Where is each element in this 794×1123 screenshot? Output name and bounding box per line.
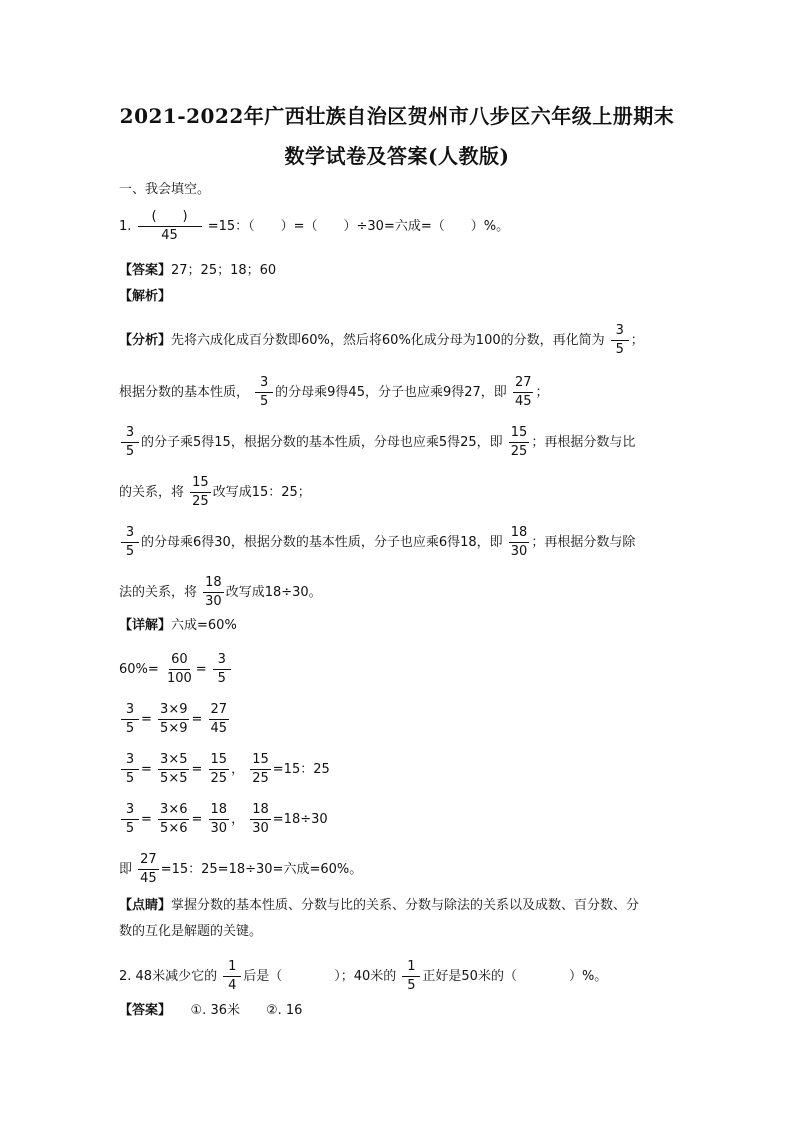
fraction (213, 651, 231, 688)
denominator: 5×9 (160, 721, 188, 736)
detail-equation-1 (119, 651, 233, 688)
point-line-2: 数的互化是解题的关键。 (119, 924, 263, 939)
numerator: 18 (509, 524, 530, 543)
text: 改写成18÷30。 (225, 585, 322, 600)
equals: = (191, 812, 203, 827)
text: 后是（ ）；40米的 (243, 969, 397, 984)
text: ；再根据分数与除 (531, 535, 636, 550)
comma: ， (231, 762, 245, 777)
fraction (121, 701, 139, 738)
denominator: 25 (192, 494, 209, 509)
section-heading: 一、我会填空。 (119, 182, 211, 197)
fraction (513, 374, 534, 411)
analysis-line-1 (119, 374, 549, 411)
fraction (190, 474, 211, 511)
fraction (250, 751, 271, 788)
numerator: 1 (223, 958, 241, 977)
document-title-line1: 2021-2022年广西壮族自治区贺州市八步区六年级上册期末 (119, 104, 675, 128)
numerator: 3 (121, 701, 139, 720)
fraction (121, 424, 139, 461)
numerator: 3×5 (158, 751, 189, 770)
fraction (158, 751, 189, 788)
denominator: 30 (210, 821, 228, 836)
point-label: 【点睛】 (119, 898, 172, 913)
denominator: 5 (125, 544, 135, 559)
text: 的分母乘9得45，分子也应乘9得27，即 (275, 385, 507, 400)
fraction (250, 801, 271, 838)
text: 2. 48米减少它的 (119, 969, 218, 984)
question-number: 1. (119, 219, 132, 234)
text: 改写成15：25； (212, 485, 311, 500)
answer-line (119, 261, 276, 281)
denominator: 100 (166, 671, 192, 686)
denominator: 4 (228, 978, 237, 993)
denominator: 5×5 (160, 771, 188, 786)
analysis-line-0: 【分析】先将六成化成百分数即60%，然后将60%化成分母为100的分数，再化简为 $\frac{3}{5}$ ； (119, 323, 644, 357)
text: =18÷30 (272, 812, 328, 827)
fraction (203, 574, 224, 611)
answer-text: ①. 36米 ②. 16 (190, 1003, 303, 1018)
fraction (158, 801, 189, 838)
denominator: 30 (510, 544, 528, 559)
equals: = (191, 762, 203, 777)
numerator: 3 (121, 424, 139, 443)
fraction (509, 424, 530, 461)
fraction-denominator: 45 (161, 228, 178, 243)
answer-label: 【答案】 (119, 1003, 165, 1018)
denominator: 45 (210, 721, 228, 736)
analysis-line-2 (119, 424, 635, 461)
fraction (165, 651, 194, 688)
analysis-line-4 (119, 524, 635, 561)
answer-line-2 (119, 1001, 302, 1021)
fraction (209, 801, 230, 838)
denominator: 5×6 (160, 821, 188, 836)
text: 正好是50米的（ ）%。 (422, 969, 608, 984)
question-text: =15：（ ）=（ ）÷30=六成=（ ）%。 (207, 219, 510, 234)
analysis-line-5 (119, 574, 322, 611)
paren-open: ( (151, 209, 157, 224)
numerator: 60 (169, 651, 190, 670)
text: ； (535, 385, 549, 400)
denominator: 5 (125, 821, 135, 836)
numerator: 15 (250, 751, 271, 770)
numerator: 3 (611, 322, 629, 341)
detail-text: 六成=60% (171, 618, 237, 633)
fraction (121, 751, 139, 788)
text: =15：25=18÷30=六成=60%。 (160, 862, 363, 877)
analysis-line-3 (119, 474, 311, 511)
fenxi-label: 【分析】 (119, 333, 172, 348)
answer-text: 27；25；18；60 (171, 263, 277, 278)
equals: = (191, 712, 203, 727)
denominator: 30 (205, 594, 222, 609)
numerator: 18 (209, 801, 230, 820)
numerator: 15 (190, 474, 211, 493)
fraction (509, 524, 530, 561)
fraction (209, 701, 230, 738)
fenxi-text: 先将六成化成百分数即60%，然后将60%化成分母为100的分数，再化简为 (171, 333, 605, 348)
numerator: 15 (509, 424, 530, 443)
answer-label: 【答案】 (119, 263, 172, 278)
question-2 (119, 958, 607, 995)
document-title-line2: 数学试卷及答案(人教版) (284, 144, 510, 168)
denominator: 45 (140, 871, 157, 886)
question-1 (119, 208, 509, 245)
fraction (138, 851, 159, 888)
numerator: 3 (121, 801, 139, 820)
text: ；再根据分数与比 (531, 435, 636, 450)
fraction (209, 751, 230, 788)
detail-label: 【详解】 (119, 618, 172, 633)
fraction (223, 958, 241, 995)
denominator: 5 (615, 342, 624, 357)
denominator: 30 (252, 821, 269, 836)
point-text: 掌握分数的基本性质、分数与比的关系、分数与除法的关系以及成数、百分数、分 (171, 898, 640, 913)
numerator: 3 (255, 374, 273, 393)
text: =15：25 (272, 762, 330, 777)
denominator: 5 (125, 444, 135, 459)
text: 的关系，将 (119, 485, 185, 500)
numerator: 3×9 (158, 701, 189, 720)
denominator: 45 (514, 394, 532, 409)
analysis-label: 【解析】 (119, 289, 172, 304)
fraction (121, 801, 139, 838)
denominator: 25 (252, 771, 269, 786)
numerator: 27 (513, 374, 534, 393)
paren-close: ) (182, 209, 188, 224)
text: 的分母乘6得30，根据分数的基本性质，分子也应乘6得18，即 (141, 535, 503, 550)
detail-line (119, 616, 237, 636)
denominator: 5 (260, 394, 269, 409)
numerator: 3 (121, 524, 139, 543)
detail-equation-2 (119, 701, 231, 738)
equals: = (141, 762, 152, 777)
fraction (402, 958, 420, 995)
equals: = (141, 712, 152, 727)
denominator: 5 (125, 771, 135, 786)
text: 根据分数的基本性质， (119, 385, 250, 400)
blank-fraction (138, 208, 202, 245)
fraction (121, 524, 139, 561)
text: 即 (119, 862, 133, 877)
denominator: 5 (125, 721, 135, 736)
numerator: 27 (138, 851, 159, 870)
numerator: 27 (209, 701, 230, 720)
point-line-1 (119, 896, 639, 916)
comma: ， (231, 812, 245, 827)
denominator: 25 (210, 771, 228, 786)
equals: = (141, 812, 152, 827)
numerator: 1 (402, 958, 420, 977)
text: 的分子乘5得15，根据分数的基本性质，分母也应乘5得25，即 (141, 435, 503, 450)
fraction (611, 322, 629, 359)
fraction (158, 701, 189, 738)
text: 法的关系，将 (119, 585, 198, 600)
text: 60%= (119, 662, 159, 677)
detail-summary (119, 851, 362, 888)
numerator: 18 (250, 801, 271, 820)
detail-equation-4 (119, 801, 328, 838)
numerator: 18 (203, 574, 224, 593)
numerator: 3 (213, 651, 231, 670)
denominator: 5 (407, 978, 416, 993)
fraction-numerator-blank (138, 208, 202, 227)
fraction (255, 374, 273, 411)
numerator: 3×6 (158, 801, 189, 820)
equals: = (195, 662, 207, 677)
denominator: 25 (510, 444, 528, 459)
numerator: 3 (121, 751, 139, 770)
numerator: 15 (209, 751, 230, 770)
denominator: 5 (217, 671, 226, 686)
detail-equation-3 (119, 751, 330, 788)
